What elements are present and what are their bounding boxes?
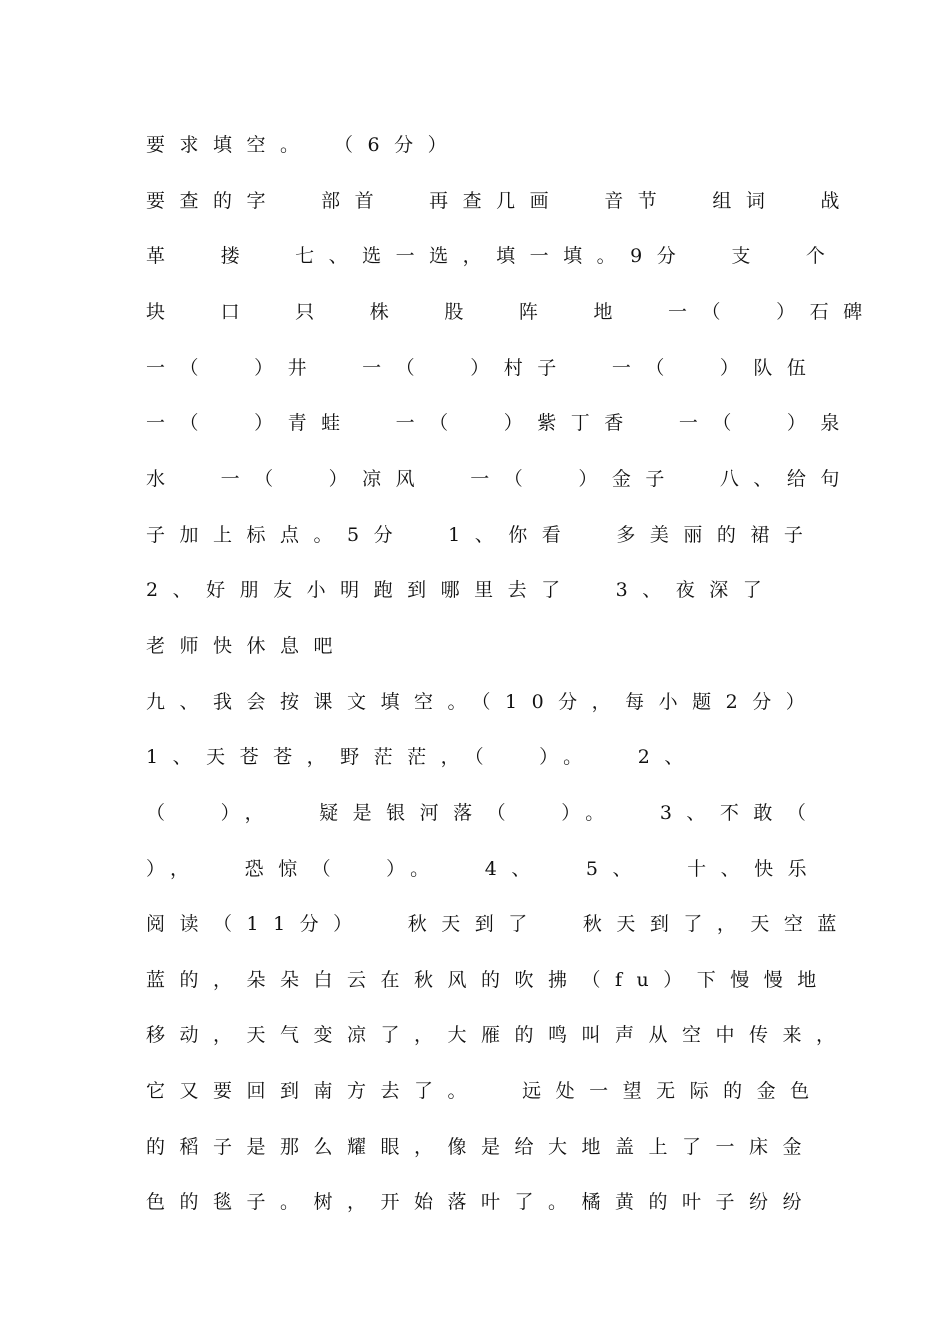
text-line-2: 要查的字 部首 再查几画 音节 组词 战 [146,190,854,212]
text-line-11: 九、我会按课文填空。（10分，每小题2分） [146,691,820,713]
text-line-9: 2、好朋友小明跑到哪里去了 3、夜深了 [146,579,777,601]
text-line-7: 水 一（ ）凉风 一（ ）金子 八、给句 [146,468,854,490]
text-line-17: 移动，天气变凉了，大雁的鸣叫声从空中传来， [146,1024,850,1046]
text-line-10: 老师快休息吧 [146,635,348,657]
text-line-14: ）， 恐惊（ ）。 4、 5、 十、快乐 [146,858,822,880]
text-line-3: 革 搂 七、选一选，填一填。9分 支 个 [146,245,840,267]
text-line-20: 色的毯子。树，开始落叶了。橘黄的叶子纷纷 [146,1191,817,1213]
text-line-16: 蓝的，朵朵白云在秋风的吹拂（fu）下慢慢地 [146,969,831,991]
text-line-18: 它又要回到南方去了。 远处一望无际的金色 [146,1080,824,1102]
text-line-6: 一（ ）青蛙 一（ ）紫丁香 一（ ）泉 [146,412,854,434]
text-line-12: 1、天苍苍，野茫茫，（ ）。 2、 [146,746,698,768]
text-line-1: 要求填空。 （6分） [146,134,462,156]
text-line-13: （ ）， 疑是银河落（ ）。 3、不敢（ [146,802,821,824]
text-line-8: 子加上标点。5分 1、你看 多美丽的裙子 [146,524,818,546]
text-line-19: 的稻子是那么耀眼，像是给大地盖上了一床金 [146,1136,817,1158]
text-line-15: 阅读（11分） 秋天到了 秋天到了，天空蓝 [146,913,851,935]
text-line-4: 块 口 只 株 股 阵 地 一（ ）石碑 [146,301,877,323]
text-line-5: 一（ ）井 一（ ）村子 一（ ）队伍 [146,357,821,379]
